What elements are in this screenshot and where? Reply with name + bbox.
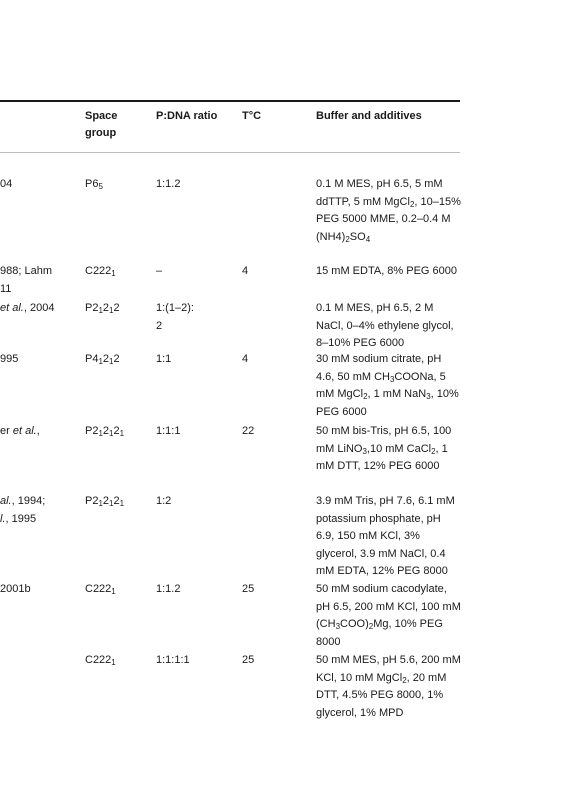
buffer-cell: 50 mM MES, pH 5.6, 200 mM KCl, 10 mM MgCl$_2$, 20 mM DTT, 4.5% PEG 8000, 1% glycerol, 1% MPD [316, 654, 461, 719]
reference-cell: et al., 2004 [0, 302, 55, 314]
reference-cell: 988; Lahm 11 [0, 265, 52, 295]
buffer-cell: 50 mM sodium cacodylate, pH 6.5, 200 mM KCl, 100 mM $(CH_3COO)_2Mg$, 10% PEG 8000 [316, 583, 461, 648]
buffer-cell: 0.1 M MES, pH 6.5, 2 M NaCl, 0–4% ethylene glycol, 8–10% PEG 6000 [316, 302, 454, 349]
pdna-ratio-cell: 1:(1–2): 2 [156, 302, 194, 332]
space-group-cell: $C222_1$ [85, 265, 116, 278]
temperature-cell: 4 [242, 265, 249, 277]
pdna-ratio-cell: 1:1.2 [156, 583, 181, 595]
table-top-rule [0, 100, 460, 102]
buffer-cell: 0.1 M MES, pH 6.5, 5 mM ddTTP, 5 mM MgCl$_2$, 10–15% PEG 5000 MME, 0.2–0.4 M $(NH4)_2SO_4$ [316, 178, 461, 244]
space-group-cell: $P2_12_12_1$ [85, 425, 125, 438]
pdna-ratio-cell: 1:1 [156, 353, 172, 365]
space-group-cell: $C222_1$ [85, 583, 116, 596]
reference-cell: al., 1994; l., 1995 [0, 495, 46, 525]
pdna-ratio-cell: 1:1:1 [156, 425, 181, 437]
buffer-cell: 15 mM EDTA, 8% PEG 6000 [316, 265, 458, 277]
pdna-ratio-cell: 1:1:1:1 [156, 654, 190, 666]
header-pdna-ratio: P:DNA ratio [156, 110, 218, 122]
buffer-cell: 3.9 mM Tris, pH 7.6, 6.1 mM potassium phosphate, pH 6.9, 150 mM KCl, 3% glycerol, 3.9 mM NaCl, 0.4 mM EDTA, 12% PEG 8000 [316, 495, 455, 577]
table-header-rule [0, 152, 460, 153]
reference-cell: 2001b [0, 583, 31, 595]
header-buffer: Buffer and additives [316, 110, 422, 122]
temperature-cell: 4 [242, 353, 249, 365]
space-group-cell: $P4_12_12$ [85, 353, 120, 366]
reference-cell: 04 [0, 178, 13, 190]
header-temperature: T°C [242, 110, 262, 122]
space-group-cell: $P2_12_12_1$ [85, 495, 125, 508]
header-space-group: Space group [85, 110, 118, 139]
temperature-cell: 25 [242, 654, 255, 666]
temperature-cell: 25 [242, 583, 255, 595]
space-group-cell: $P6_5$ [85, 178, 103, 191]
pdna-ratio-cell: 1:2 [156, 495, 172, 507]
space-group-cell: $C222_1$ [85, 654, 116, 667]
reference-cell: er et al., [0, 425, 40, 437]
buffer-cell: 30 mM sodium citrate, pH 4.6, 50 mM $CH_3COONa$, 5 mM MgCl$_2$, 1 mM NaN$_3$, 10% PEG 6000 [316, 353, 459, 418]
space-group-cell: $P2_12_12$ [85, 302, 120, 315]
pdna-ratio-cell: – [156, 265, 163, 277]
pdna-ratio-cell: 1:1.2 [156, 178, 181, 190]
buffer-cell: 50 mM bis-Tris, pH 6.5, 100 mM LiNO$_3$,10 mM CaCl$_2$, 1 mM DTT, 12% PEG 6000 [316, 425, 452, 472]
reference-cell: 995 [0, 353, 19, 365]
temperature-cell: 22 [242, 425, 255, 437]
